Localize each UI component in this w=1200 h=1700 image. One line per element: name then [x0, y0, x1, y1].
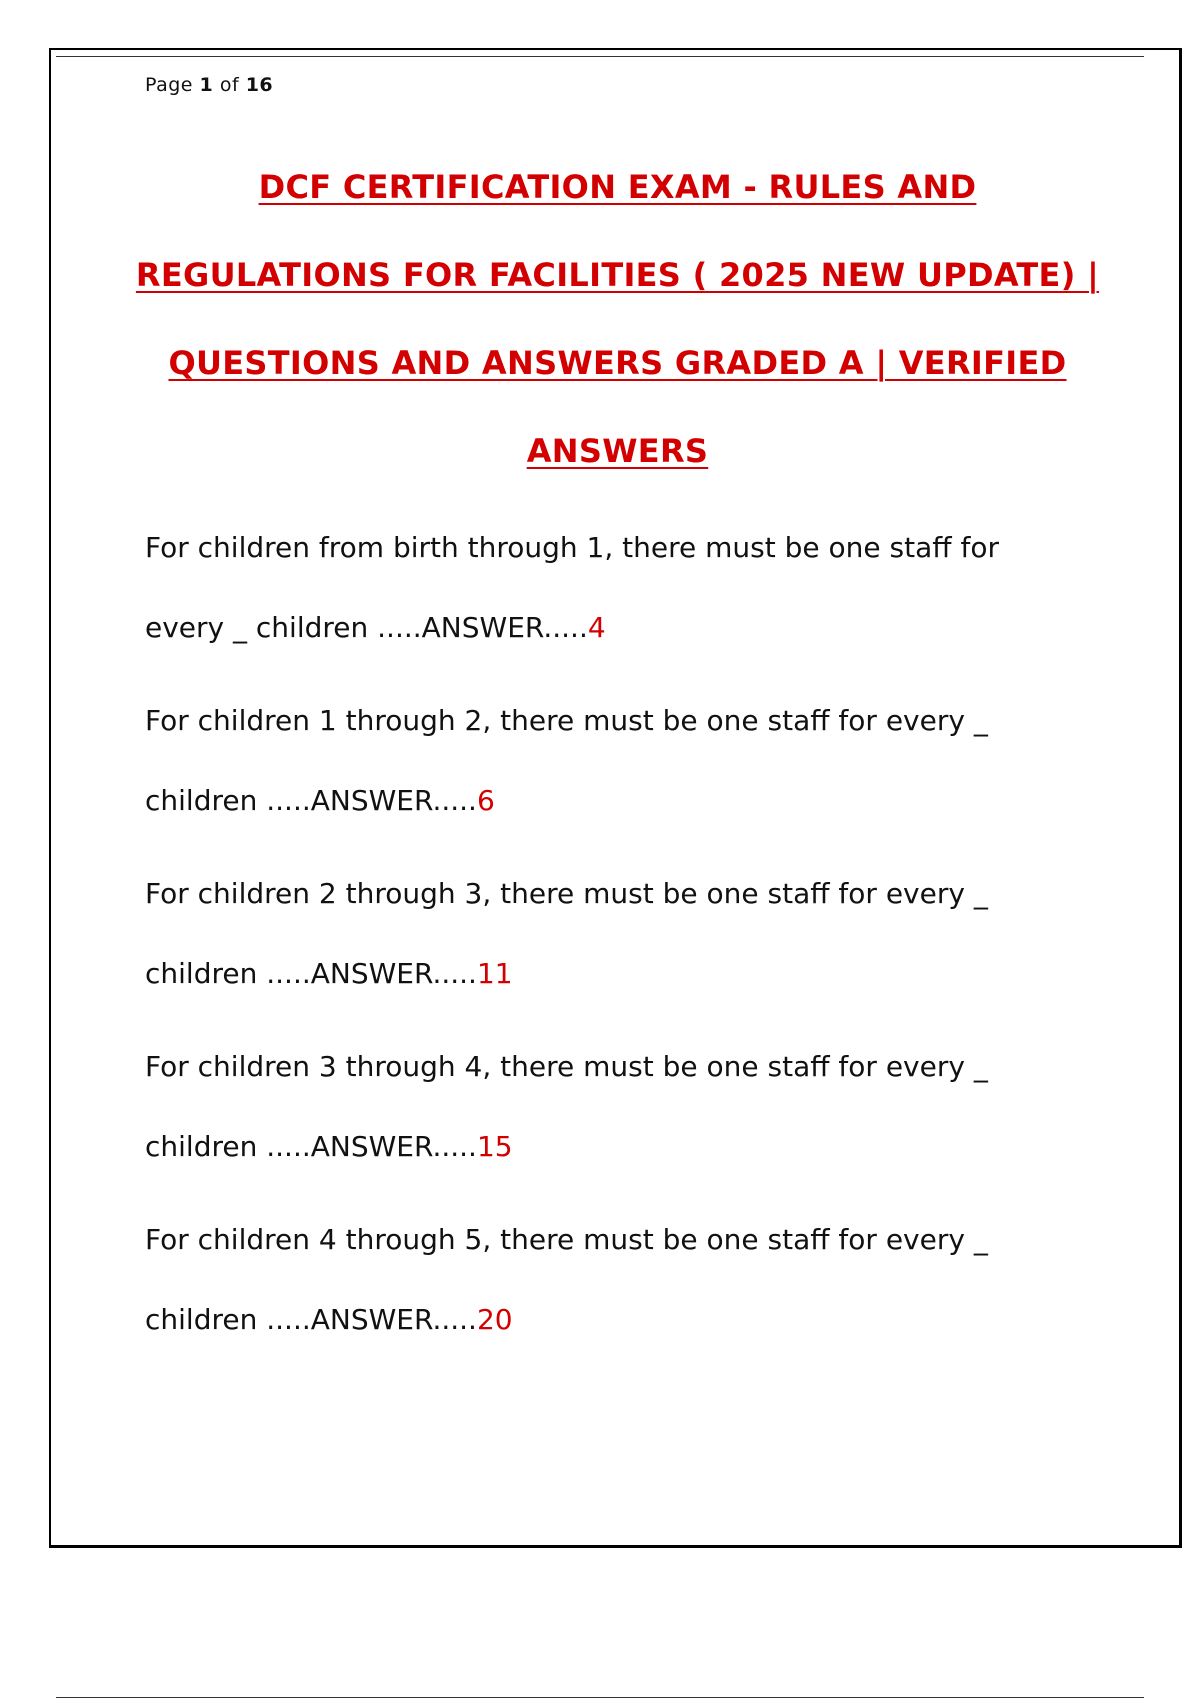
page-total: 16 — [245, 74, 274, 96]
title-line — [100, 319, 1135, 407]
qa-list — [145, 508, 1045, 1373]
page-indicator-prefix: Page — [145, 74, 200, 96]
question-answer-line — [145, 761, 1045, 841]
question-text-continued: children .....ANSWER..... — [145, 1130, 477, 1163]
question-text-continued: every _ children .....ANSWER..... — [145, 611, 588, 644]
qa-item — [145, 1027, 1045, 1187]
question-text-continued: children .....ANSWER..... — [145, 784, 477, 817]
question-answer-line — [145, 934, 1045, 1014]
qa-item — [145, 1200, 1045, 1360]
page-indicator-separator: of — [213, 74, 246, 96]
page-indicator — [145, 74, 273, 96]
answer-value: 20 — [476, 1303, 513, 1336]
qa-item — [145, 854, 1045, 1014]
question-text: For children 4 through 5, there must be one staff for every _ — [145, 1223, 988, 1256]
title-line — [100, 143, 1135, 231]
question-answer-line — [145, 588, 1045, 668]
question-answer-line — [145, 1280, 1045, 1360]
question-text: For children 3 through 4, there must be one staff for every _ — [145, 1050, 988, 1083]
question-text: For children from birth through 1, there must be one staff for — [145, 531, 999, 564]
question-text-continued: children .....ANSWER..... — [145, 1303, 477, 1336]
title-line — [100, 407, 1135, 495]
question-answer-line — [145, 1107, 1045, 1187]
bottom-rule — [56, 1697, 1144, 1698]
question-text: For children 2 through 3, there must be one staff for every _ — [145, 877, 988, 910]
answer-value: 6 — [476, 784, 495, 817]
top-rule — [56, 56, 1144, 57]
answer-value: 4 — [587, 611, 606, 644]
page-current: 1 — [199, 74, 214, 96]
answer-value: 11 — [476, 957, 513, 990]
qa-item — [145, 681, 1045, 841]
title-line-text: ANSWERS — [526, 432, 709, 470]
question-text-continued: children .....ANSWER..... — [145, 957, 477, 990]
title-line — [100, 231, 1135, 319]
question-text: For children 1 through 2, there must be one staff for every _ — [145, 704, 988, 737]
answer-value: 15 — [476, 1130, 513, 1163]
document-title — [100, 143, 1135, 495]
title-line-text: QUESTIONS AND ANSWERS GRADED A | VERIFIED — [168, 344, 1067, 382]
title-line-text: DCF CERTIFICATION EXAM - RULES AND — [258, 168, 977, 206]
title-line-text: REGULATIONS FOR FACILITIES ( 2025 NEW UPDATE) | — [135, 256, 1100, 294]
qa-item — [145, 508, 1045, 668]
